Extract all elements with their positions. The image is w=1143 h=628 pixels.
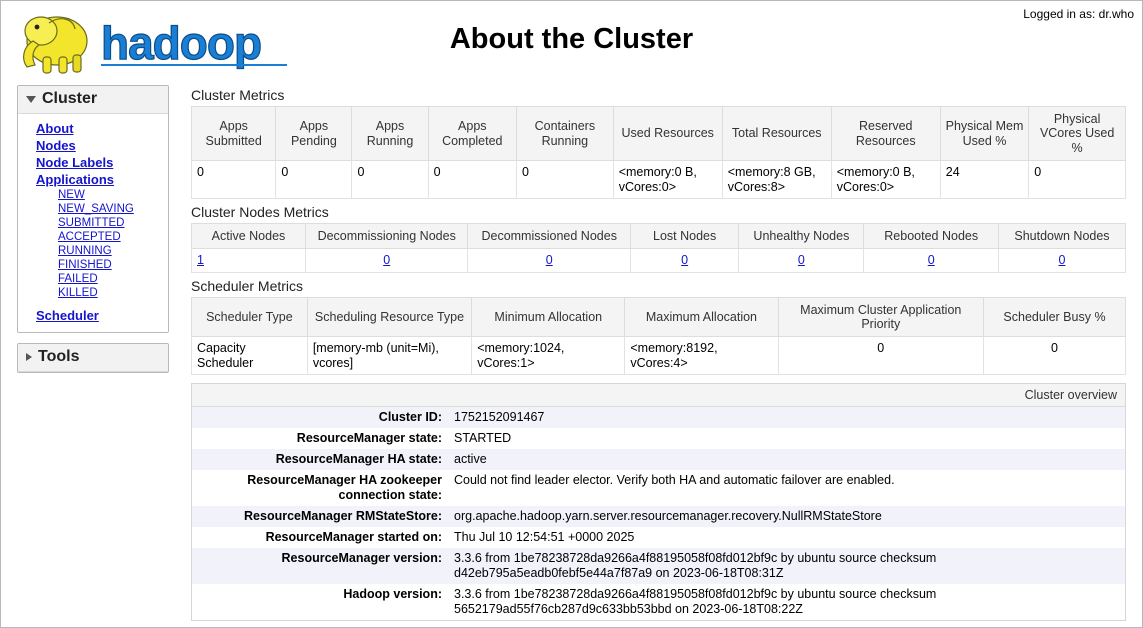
label-rm-started-on: ResourceManager started on:: [265, 530, 442, 545]
value-rm-ha-state: active: [454, 452, 487, 467]
page-header: [1, 1, 1142, 85]
cell-reserved-resources: <memory:0 B, vCores:0>: [831, 161, 940, 199]
cell-apps-completed: 0: [428, 161, 516, 199]
chevron-down-icon: [26, 96, 36, 103]
cell-physical-mem-used: 24: [940, 161, 1028, 199]
sidebar-item-app-submitted[interactable]: SUBMITTED: [58, 217, 125, 229]
value-rm-state: STARTED: [454, 431, 512, 446]
cell-scheduler-type: Capacity Scheduler: [192, 337, 308, 375]
cell-rebooted-nodes[interactable]: [864, 249, 998, 272]
cell-lost-nodes[interactable]: [630, 249, 738, 272]
cell-shutdown-nodes[interactable]: [998, 249, 1125, 272]
cell-physical-vcores-used: 0: [1029, 161, 1126, 199]
cell-containers-running: 0: [517, 161, 614, 199]
tools-panel-title: Tools: [38, 348, 80, 365]
cell-max-cluster-app-priority: 0: [778, 337, 983, 375]
label-rm-ha-state: ResourceManager HA state:: [275, 452, 442, 467]
th-apps-submitted: Apps Submitted: [192, 107, 276, 161]
link-rebooted-nodes[interactable]: 0: [927, 253, 935, 268]
cell-apps-pending: 0: [276, 161, 352, 199]
sidebar-item-applications[interactable]: Applications: [36, 172, 115, 187]
cell-minimum-allocation: <memory:1024, vCores:1>: [472, 337, 625, 375]
label-rm-state: ResourceManager state:: [296, 431, 442, 446]
link-decommissioned-nodes[interactable]: 0: [545, 253, 553, 268]
sidebar-item-node-labels[interactable]: Node Labels: [36, 155, 114, 170]
cell-scheduler-busy: 0: [984, 337, 1126, 375]
logged-in-label: Logged in as: dr.who: [1023, 7, 1134, 21]
cell-decommissioning-nodes[interactable]: [305, 249, 468, 272]
cluster-metrics-table: [191, 106, 1126, 199]
th-physical-vcores-used: Physical VCores Used %: [1029, 107, 1126, 161]
cluster-panel-header[interactable]: [18, 86, 168, 114]
th-rebooted-nodes: Rebooted Nodes: [864, 223, 998, 248]
cell-decommissioned-nodes[interactable]: [468, 249, 631, 272]
th-total-resources: Total Resources: [722, 107, 831, 161]
th-scheduling-resource-type: Scheduling Resource Type: [307, 297, 471, 337]
cluster-nodes-metrics-table: [191, 223, 1126, 273]
th-minimum-allocation: Minimum Allocation: [472, 297, 625, 337]
cluster-overview-caption: Cluster overview: [192, 384, 1125, 407]
tools-panel[interactable]: [17, 343, 169, 373]
label-rm-version: ResourceManager version:: [281, 551, 442, 566]
th-apps-running: Apps Running: [352, 107, 428, 161]
th-reserved-resources: Reserved Resources: [831, 107, 940, 161]
link-shutdown-nodes[interactable]: 0: [1058, 253, 1066, 268]
cell-used-resources: <memory:0 B, vCores:0>: [613, 161, 722, 199]
th-apps-completed: Apps Completed: [428, 107, 516, 161]
table-row: [192, 449, 1125, 470]
label-rm-ha-zookeeper-state: ResourceManager HA zookeeper connection state:: [247, 473, 442, 503]
table-row: [192, 506, 1125, 527]
sidebar-item-app-running[interactable]: RUNNING: [58, 245, 112, 257]
sidebar-item-scheduler[interactable]: Scheduler: [36, 308, 99, 323]
table-row: [192, 548, 1125, 584]
link-lost-nodes[interactable]: 0: [681, 253, 689, 268]
label-cluster-id: Cluster ID:: [378, 410, 442, 425]
tools-panel-header[interactable]: [18, 344, 168, 372]
main-content: [191, 85, 1126, 621]
table-row: [192, 407, 1125, 428]
th-apps-pending: Apps Pending: [276, 107, 352, 161]
sidebar-item-app-accepted[interactable]: ACCEPTED: [58, 231, 121, 243]
value-rm-started-on: Thu Jul 10 12:54:51 +0000 2025: [454, 530, 635, 545]
cluster-metrics-title: Cluster Metrics: [191, 87, 285, 103]
value-rm-version: 3.3.6 from 1be78238728da9266a4f88195058f08fd012bf9c by ubuntu source checksum d42eb795a5eadb0febf5e44a7f87a9 on 2023-06-18T08:31Z: [454, 551, 937, 581]
cell-unhealthy-nodes[interactable]: [739, 249, 864, 272]
cell-maximum-allocation: <memory:8192, vCores:4>: [625, 337, 778, 375]
th-scheduler-type: Scheduler Type: [192, 297, 308, 337]
scheduler-metrics-table: [191, 297, 1126, 376]
page-title: About the Cluster: [449, 23, 694, 55]
label-rm-state-store: ResourceManager RMStateStore:: [244, 509, 442, 524]
sidebar-item-app-killed[interactable]: KILLED: [58, 287, 98, 299]
table-row: [192, 161, 1126, 199]
th-physical-mem-used: Physical Mem Used %: [940, 107, 1028, 161]
cluster-overview-panel: [191, 383, 1126, 621]
cell-apps-submitted: 0: [192, 161, 276, 199]
label-hadoop-version: Hadoop version:: [343, 587, 442, 602]
scheduler-metrics-title: Scheduler Metrics: [191, 277, 304, 294]
th-scheduler-busy: Scheduler Busy %: [984, 297, 1126, 337]
th-active-nodes: Active Nodes: [192, 223, 306, 248]
th-decommissioned-nodes: Decommissioned Nodes: [468, 223, 631, 248]
th-shutdown-nodes: Shutdown Nodes: [998, 223, 1125, 248]
sidebar-item-app-failed[interactable]: FAILED: [58, 273, 98, 285]
sidebar-item-app-new-saving[interactable]: NEW_SAVING: [58, 203, 134, 215]
table-row: [192, 527, 1125, 548]
value-hadoop-version: 3.3.6 from 1be78238728da9266a4f88195058f08fd012bf9c by ubuntu source checksum 5652179ad55f76cb287d9c633bb53bbd on 2023-06-18T08:22Z: [454, 587, 937, 617]
value-cluster-id: 1752152091467: [454, 410, 545, 425]
link-unhealthy-nodes[interactable]: 0: [797, 253, 805, 268]
sidebar-item-nodes[interactable]: Nodes: [36, 138, 76, 153]
table-row: [192, 470, 1125, 506]
cluster-panel: [17, 85, 169, 333]
sidebar-item-about[interactable]: About: [36, 121, 74, 136]
value-rm-ha-zookeeper-state: Could not find leader elector. Verify both HA and automatic failover are enabled.: [454, 473, 895, 488]
sidebar-item-app-finished[interactable]: FINISHED: [58, 259, 112, 271]
table-row: [192, 428, 1125, 449]
cell-scheduling-resource-type: [memory-mb (unit=Mi), vcores]: [307, 337, 471, 375]
value-rm-state-store: org.apache.hadoop.yarn.server.resourcemanager.recovery.NullRMStateStore: [454, 509, 882, 524]
sidebar-item-app-new[interactable]: NEW: [58, 189, 85, 201]
cluster-overview-table: [192, 407, 1125, 620]
chevron-right-icon: [26, 353, 32, 361]
table-row: [192, 584, 1125, 620]
cluster-panel-title: Cluster: [42, 90, 98, 107]
table-header-row: [192, 297, 1126, 337]
svg-text:hadoop: hadoop: [101, 17, 262, 69]
cell-total-resources: <memory:8 GB, vCores:8>: [722, 161, 831, 199]
table-header-row: [192, 107, 1126, 161]
cluster-nodes-metrics-title: Cluster Nodes Metrics: [191, 203, 329, 220]
th-unhealthy-nodes: Unhealthy Nodes: [739, 223, 864, 248]
th-lost-nodes: Lost Nodes: [630, 223, 738, 248]
sidebar: [17, 85, 169, 383]
table-row: [192, 249, 1126, 272]
th-max-cluster-app-priority: Maximum Cluster Application Priority: [778, 297, 983, 337]
link-decommissioning-nodes[interactable]: 0: [383, 253, 391, 268]
th-decommissioning-nodes: Decommissioning Nodes: [305, 223, 468, 248]
link-active-nodes[interactable]: 1: [197, 253, 204, 268]
th-used-resources: Used Resources: [613, 107, 722, 161]
table-row: [192, 337, 1126, 375]
th-maximum-allocation: Maximum Allocation: [625, 297, 778, 337]
th-containers-running: Containers Running: [517, 107, 614, 161]
cell-apps-running: 0: [352, 161, 428, 199]
table-header-row: [192, 223, 1126, 248]
cell-active-nodes[interactable]: [192, 249, 306, 272]
